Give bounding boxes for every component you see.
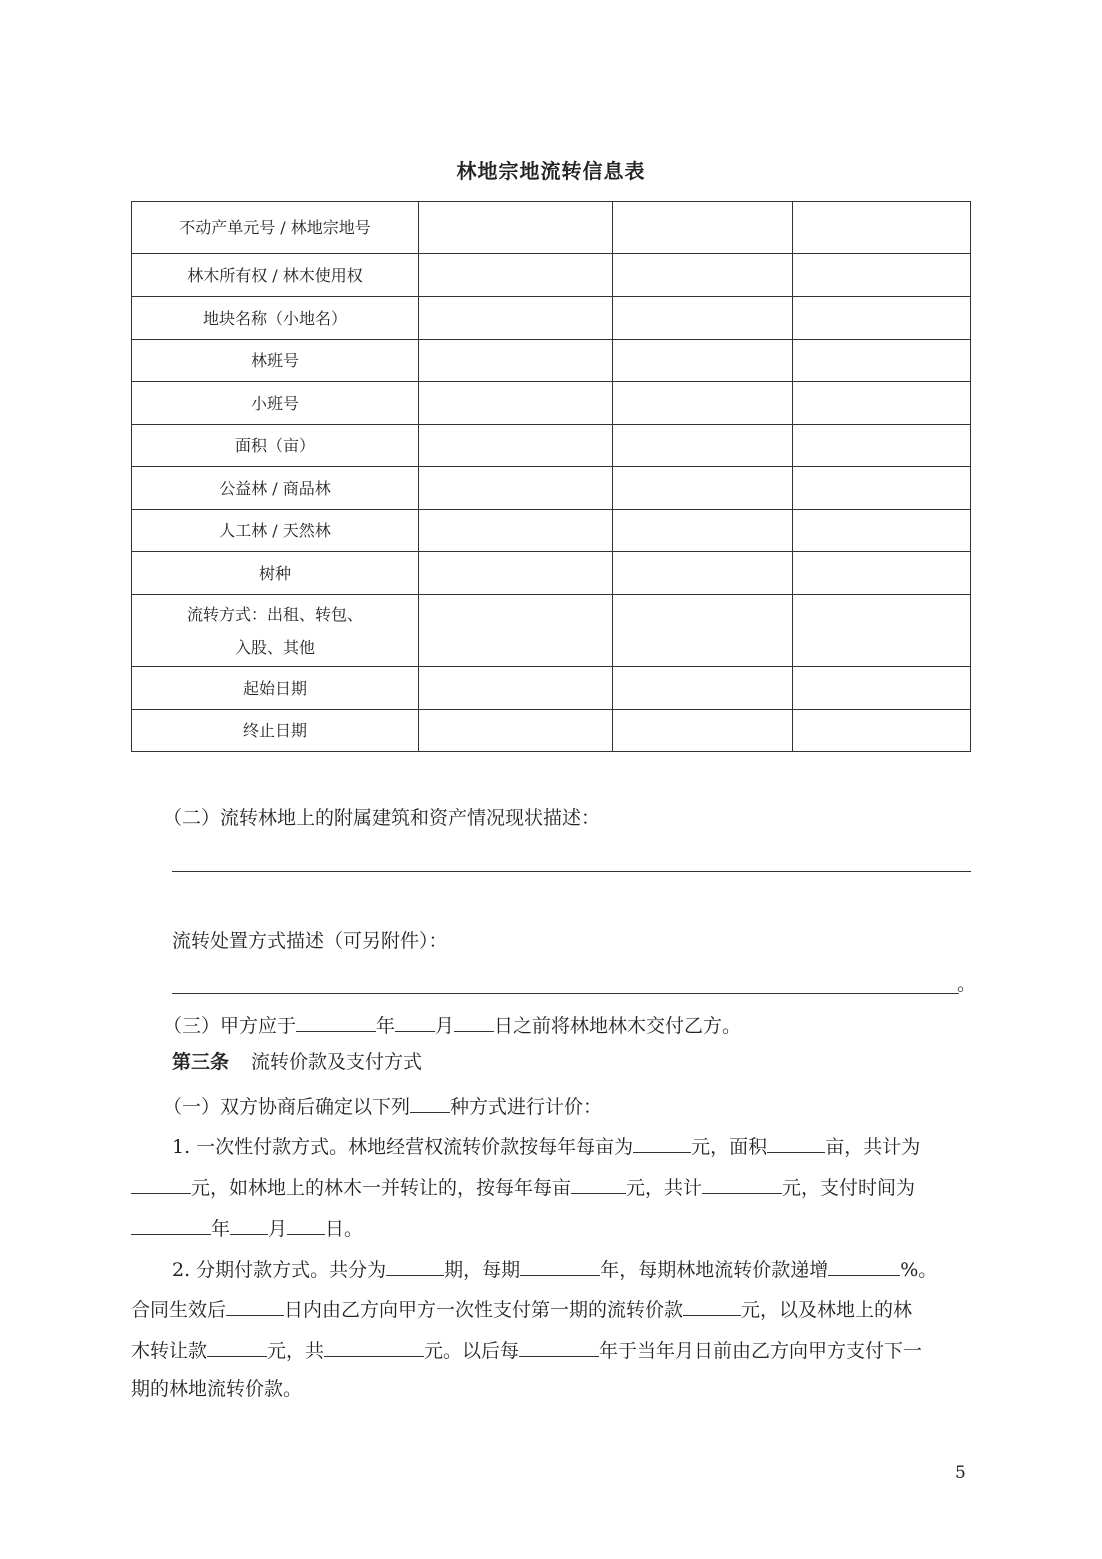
- text: 元，面积: [691, 1136, 768, 1158]
- item-two-line-4: 期的林地流转价款。: [131, 1378, 303, 1400]
- table-cell: [419, 202, 613, 254]
- blank-year: [296, 1011, 376, 1032]
- blank: [767, 1132, 825, 1153]
- text: 日内由乙方向甲方一次性支付第一期的流转价款: [284, 1299, 684, 1321]
- table-cell: [419, 297, 613, 340]
- table-cell: [793, 254, 971, 297]
- info-table: [131, 201, 971, 752]
- blank: [287, 1214, 325, 1235]
- table-cell: [419, 254, 613, 297]
- table-cell: [613, 202, 793, 254]
- section-two-heading: （二）流转林地上的附属建筑和资产情况现状描述：: [163, 807, 601, 829]
- blank: [131, 1173, 191, 1194]
- table-row: [132, 467, 971, 510]
- table-row: [132, 202, 971, 254]
- table-cell: [613, 340, 793, 382]
- blank: [230, 1214, 268, 1235]
- table-cell: [793, 340, 971, 382]
- table-cell: [419, 710, 613, 752]
- table-cell: [613, 552, 793, 595]
- table-cell: [419, 510, 613, 552]
- table-cell: [793, 467, 971, 510]
- text: 元。以后每: [424, 1340, 520, 1362]
- table-cell: [793, 297, 971, 340]
- blank: [324, 1336, 424, 1357]
- table-cell: [419, 667, 613, 710]
- text: 年: [211, 1218, 231, 1240]
- text: %。: [900, 1259, 938, 1281]
- item-one-line-2: [131, 1173, 915, 1200]
- table-row: [132, 667, 971, 710]
- blank: [519, 1336, 599, 1357]
- blank: [386, 1255, 444, 1276]
- row-label: 树种: [132, 552, 419, 595]
- table-cell: [613, 425, 793, 467]
- text: （三）甲方应于: [163, 1015, 297, 1037]
- page-number: 5: [955, 1463, 966, 1483]
- row-label: 林木所有权 / 林木使用权: [132, 254, 419, 297]
- row-label: 小班号: [132, 382, 419, 425]
- row-label: 起始日期: [132, 667, 419, 710]
- table-cell: [613, 710, 793, 752]
- text: 木转让款: [131, 1340, 208, 1362]
- article-three-heading: [172, 1050, 422, 1074]
- table-row: [132, 510, 971, 552]
- blank: [702, 1173, 782, 1194]
- disposal-description-label: 流转处置方式描述（可另附件）：: [172, 930, 448, 952]
- blank: [683, 1295, 741, 1316]
- blank: [633, 1132, 691, 1153]
- table-cell: [793, 595, 971, 667]
- period-mark: 。: [957, 973, 977, 995]
- text: 种方式进行计价：: [450, 1096, 603, 1118]
- table-row: [132, 382, 971, 425]
- sub-one-line: [163, 1092, 602, 1119]
- fill-line: [172, 993, 959, 994]
- blank: [828, 1255, 900, 1276]
- table-cell: [419, 467, 613, 510]
- table-cell: [793, 710, 971, 752]
- text: 月: [268, 1218, 288, 1240]
- table-row: [132, 297, 971, 340]
- text: 日。: [325, 1218, 364, 1240]
- table-cell: [793, 382, 971, 425]
- table-cell: [613, 510, 793, 552]
- row-label: 公益林 / 商品林: [132, 467, 419, 510]
- blank: [571, 1173, 626, 1194]
- text: 年于当年月日前由乙方向甲方支付下一: [599, 1340, 923, 1362]
- table-cell: [793, 425, 971, 467]
- item-two-line-2: [131, 1295, 912, 1322]
- table-cell: [419, 595, 613, 667]
- table-cell: [613, 667, 793, 710]
- blank: [131, 1214, 211, 1235]
- text: 期，每期: [444, 1259, 521, 1281]
- table-cell: [793, 202, 971, 254]
- row-label: 林班号: [132, 340, 419, 382]
- text: 元，共计: [626, 1177, 703, 1199]
- article-title: 流转价款及支付方式: [251, 1051, 423, 1073]
- table-cell: [613, 382, 793, 425]
- section-three-line: [163, 1011, 741, 1038]
- table-row: [132, 552, 971, 595]
- table-cell: [419, 425, 613, 467]
- text: 合同生效后: [131, 1299, 227, 1321]
- article-number: 第三条: [172, 1051, 230, 1073]
- row-label: 地块名称（小地名）: [132, 297, 419, 340]
- table-cell: [419, 340, 613, 382]
- blank-month: [395, 1011, 435, 1032]
- blank-day: [454, 1011, 494, 1032]
- text: 年: [376, 1015, 396, 1037]
- item-one-line-3: [131, 1214, 363, 1241]
- row-label: 人工林 / 天然林: [132, 510, 419, 552]
- text: （一）双方协商后确定以下列: [163, 1096, 411, 1118]
- table-row: [132, 425, 971, 467]
- page-title: 林地宗地流转信息表: [456, 159, 646, 183]
- fill-line: [172, 871, 971, 872]
- text: 元，共: [267, 1340, 325, 1362]
- table-cell: [793, 510, 971, 552]
- row-label-line: 入股、其他: [234, 637, 315, 657]
- table-cell: [613, 254, 793, 297]
- table-row: [132, 595, 971, 667]
- table-cell: [613, 297, 793, 340]
- blank: [207, 1336, 267, 1357]
- text: 日之前将林地林木交付乙方。: [494, 1015, 742, 1037]
- text: 月: [435, 1015, 455, 1037]
- table-row: [132, 340, 971, 382]
- item-two-line-1: [172, 1255, 937, 1282]
- row-label: 面积（亩）: [132, 425, 419, 467]
- text: 元，以及林地上的林: [741, 1299, 913, 1321]
- row-label: [132, 595, 419, 667]
- table-cell: [793, 552, 971, 595]
- table-cell: [419, 552, 613, 595]
- table-cell: [613, 467, 793, 510]
- item-two-line-3: [131, 1336, 922, 1363]
- text: 元，支付时间为: [782, 1177, 916, 1199]
- item-one-line-1: [172, 1132, 920, 1159]
- row-label: 终止日期: [132, 710, 419, 752]
- table-cell: [419, 382, 613, 425]
- blank: [226, 1295, 284, 1316]
- row-label-line: 流转方式：出租、转包、: [186, 604, 363, 624]
- table-row: [132, 710, 971, 752]
- blank: [520, 1255, 600, 1276]
- table-row: [132, 254, 971, 297]
- text: 1. 一次性付款方式。林地经营权流转价款按每年每亩为: [172, 1136, 634, 1158]
- text: 2. 分期付款方式。共分为: [172, 1259, 387, 1281]
- table-cell: [613, 595, 793, 667]
- table-cell: [793, 667, 971, 710]
- text: 年，每期林地流转价款递增: [600, 1259, 829, 1281]
- text: 元，如林地上的林木一并转让的，按每年每亩: [191, 1177, 572, 1199]
- row-label: 不动产单元号 / 林地宗地号: [132, 202, 419, 254]
- text: 亩，共计为: [825, 1136, 921, 1158]
- blank: [410, 1092, 450, 1113]
